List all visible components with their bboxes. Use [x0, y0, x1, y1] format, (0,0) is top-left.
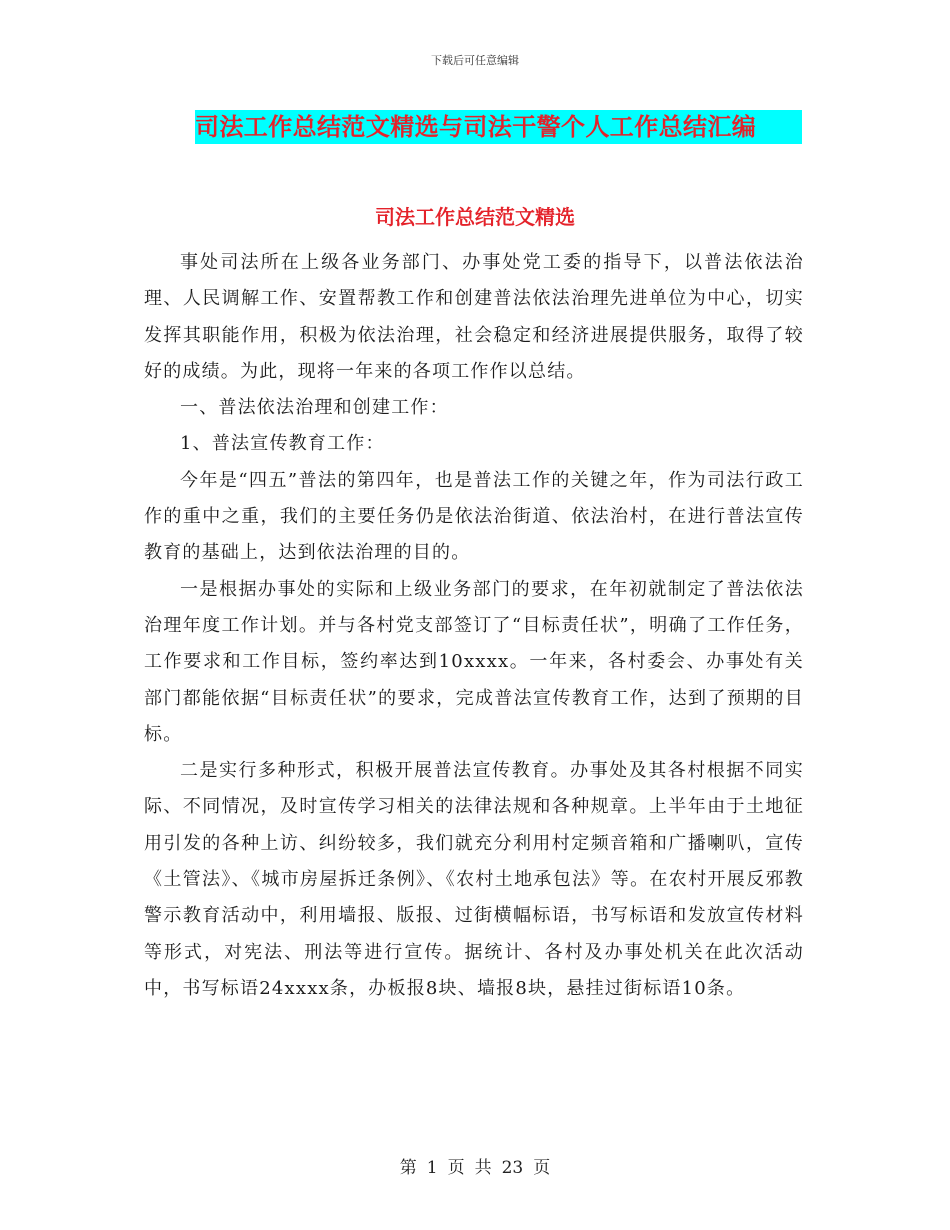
document-title: 司法工作总结范文精选与司法干警个人工作总结汇编 [195, 113, 757, 141]
section-title: 司法工作总结范文精选 [375, 205, 575, 229]
page-footer [0, 1153, 950, 1178]
heading-section-one: 一、普法依法治理和创建工作： [180, 397, 449, 419]
footer-total-pages: 23 [501, 1158, 524, 1178]
header-note: 下载后可任意编辑 [431, 54, 519, 67]
footer-page-mid: 页 [447, 1158, 465, 1178]
document-body [144, 245, 804, 1007]
footer-total-prefix: 共 [474, 1158, 492, 1178]
footer-total-suffix: 页 [533, 1158, 551, 1178]
heading-subsection-one: 1、普法宣传教育工作： [180, 433, 385, 455]
footer-page-number: 1 [426, 1158, 438, 1178]
footer-page-prefix: 第 [399, 1158, 417, 1178]
document-title-highlight [195, 110, 802, 144]
paragraph-fourth-year: 今年是“四五”普法的第四年，也是普法工作的关键之年，作为司法行政工作的重中之重，我们的主要任务仍是依法治街道、依法治村，在进行普法宣传教育的基础上，达到依法治理的目的。 [144, 469, 804, 564]
paragraph-point-two: 二是实行多种形式，积极开展普法宣传教育。办事处及其各村根据不同实际、不同情况，及时宣传学习相关的法律法规和各种规章。上半年由于土地征用引发的各种上访、纠纷较多，我们就充分利用村定频音箱和广播喇叭，宣传《土管法》、《城市房屋拆迁条例》、《农村土地承包法》等。在农村开展反邪教警示教育活动中，利用墙报、版报、过街横幅标语，书写标语和发放宣传材料等形式，对宪法、刑法等进行宣传。据统计、各村及办事处机关在此次活动中，书写标语24xxxx条，办板报8块、墙报8块，悬挂过街标语10条。 [144, 760, 804, 999]
paragraph-point-one: 一是根据办事处的实际和上级业务部门的要求，在年初就制定了普法依法治理年度工作计划。并与各村党支部签订了“目标责任状”，明确了工作任务，工作要求和工作目标，签约率达到10xxxx。一年来，各村委会、办事处有关部门都能依据“目标责任状”的要求，完成普法宣传教育工作，达到了预期的目标。 [144, 578, 804, 745]
paragraph-intro: 事处司法所在上级各业务部门、办事处党工委的指导下，以普法依法治理、人民调解工作、安置帮教工作和创建普法依法治理先进单位为中心，切实发挥其职能作用，积极为依法治理，社会稳定和经济进展提供服务，取得了较好的成绩。为此，现将一年来的各项工作作以总结。 [144, 252, 804, 382]
